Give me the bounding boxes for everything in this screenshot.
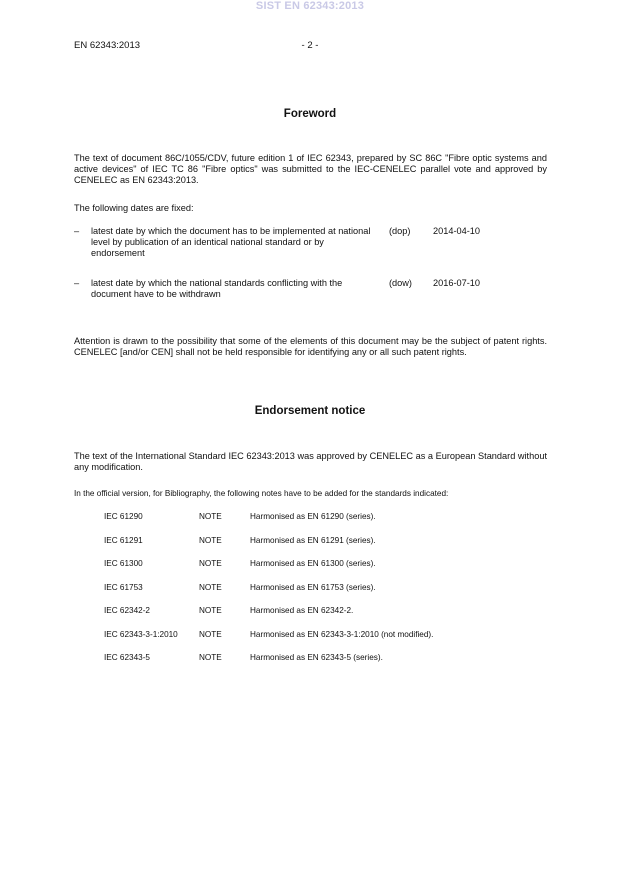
notes-list	[104, 512, 524, 677]
note-label: NOTE	[199, 559, 222, 568]
note-label: NOTE	[199, 629, 222, 639]
dates-intro: The following dates are fixed:	[74, 203, 194, 213]
note-label: NOTE	[199, 653, 222, 662]
foreword-intro-text: The text of document 86C/1055/CDV, future edition 1 of IEC 62343, prepared by SC 86C "Fibre optic systems and active devices" of IEC TC 86 "Fibre optics" was submitted to the IEC-CENELEC parallel vote and approved by CENELEC as EN 62343:2013.	[74, 153, 547, 185]
note-row	[104, 559, 524, 583]
note-text: Harmonised as EN 62343-3-1:2010 (not modified).	[250, 629, 434, 639]
note-text: Harmonised as EN 61753 (series).	[250, 582, 376, 592]
bibliography-intro: In the official version, for Bibliography, the following notes have to be added for the standards indicated:	[74, 489, 449, 498]
note-text: Harmonised as EN 62343-5 (series).	[250, 653, 383, 662]
foreword-intro	[74, 153, 547, 186]
note-label: NOTE	[199, 535, 222, 545]
patent-notice	[74, 336, 547, 358]
date-value: 2014-04-10	[433, 226, 480, 236]
date-item-dow	[74, 278, 547, 330]
date-dash: –	[74, 226, 80, 236]
endorsement-text	[74, 451, 547, 473]
watermark: SIST EN 62343:2013	[255, 0, 365, 12]
page-number: - 2 -	[301, 40, 319, 51]
date-text: latest date by which the national standards conflicting with the document have to be withdrawn	[91, 278, 343, 299]
note-row	[104, 583, 524, 607]
note-text: Harmonised as EN 61290 (series).	[250, 512, 376, 521]
note-standard: IEC 61753	[104, 582, 143, 592]
note-standard: IEC 62343-3-1:2010	[104, 629, 178, 639]
note-standard: IEC 61300	[104, 559, 143, 568]
note-text: Harmonised as EN 62342-2.	[250, 606, 354, 615]
document-id: EN 62343:2013	[74, 40, 141, 51]
note-text: Harmonised as EN 61300 (series).	[250, 559, 376, 568]
note-standard: IEC 61291	[104, 535, 143, 545]
note-row	[104, 512, 524, 536]
endorsement-title: Endorsement notice	[254, 405, 366, 417]
note-standard: IEC 61290	[104, 512, 143, 521]
dates-list	[74, 226, 547, 330]
date-abbr: (dop)	[389, 226, 411, 236]
foreword-title: Foreword	[283, 108, 337, 120]
date-text: latest date by which the document has to be implemented at national level by publication of an identical national standard or by endorsement	[91, 226, 371, 258]
date-item-dop	[74, 226, 547, 278]
date-abbr: (dow)	[389, 278, 412, 288]
patent-notice-text: Attention is drawn to the possibility that some of the elements of this document may be the subject of patent rights. CENELEC [and/or CEN] shall not be held responsible for identifying any or all such patent rights.	[74, 336, 547, 357]
note-label: NOTE	[199, 582, 222, 592]
note-standard: IEC 62343-5	[104, 653, 150, 662]
note-row	[104, 606, 524, 630]
note-row	[104, 653, 524, 677]
note-row	[104, 630, 524, 654]
endorsement-text-body: The text of the International Standard IEC 62343:2013 was approved by CENELEC as a European Standard without any modification.	[74, 451, 547, 472]
date-dash: –	[74, 278, 80, 288]
note-row	[104, 536, 524, 560]
note-standard: IEC 62342-2	[104, 606, 150, 615]
note-label: NOTE	[199, 606, 222, 615]
note-label: NOTE	[199, 512, 222, 521]
date-value: 2016-07-10	[433, 278, 480, 288]
note-text: Harmonised as EN 61291 (series).	[250, 535, 376, 545]
